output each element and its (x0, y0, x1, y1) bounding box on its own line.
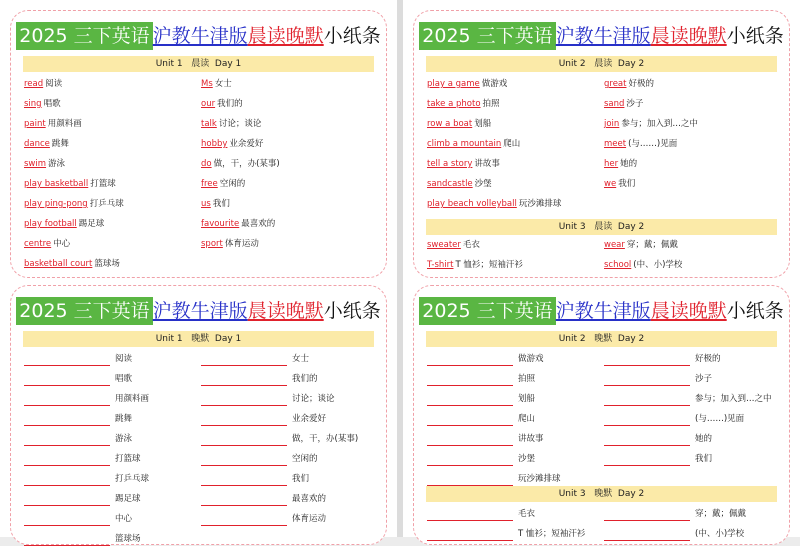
vocab-item (604, 177, 635, 191)
title-routine: 晨读晚默 (247, 300, 324, 322)
dictation-item (24, 432, 132, 446)
english-word: we (604, 179, 617, 189)
dictation-item (604, 372, 712, 386)
chinese-prompt: 我们的 (292, 374, 318, 384)
english-word: paint (24, 119, 46, 129)
english-word: play ping-pong (24, 199, 88, 209)
answer-blank[interactable] (427, 511, 513, 521)
chinese-prompt: 我们 (292, 474, 310, 484)
english-word: favourite (201, 219, 240, 229)
vocab-item (201, 157, 280, 171)
english-word: basketball court (24, 259, 93, 269)
dictation-item (604, 392, 772, 406)
english-word: play a game (427, 79, 480, 89)
answer-blank[interactable] (24, 516, 110, 526)
english-word: sweater (427, 240, 461, 250)
chinese-prompt: 沙堡 (518, 454, 536, 464)
english-word: join (604, 119, 620, 129)
chinese-prompt: 讨论；谈论 (292, 394, 335, 404)
english-word: Ms (201, 79, 213, 89)
english-word: sport (201, 239, 223, 249)
chinese-meaning: 篮球场 (94, 259, 120, 269)
answer-blank[interactable] (604, 356, 690, 366)
answer-blank[interactable] (201, 436, 287, 446)
dictation-item (427, 432, 544, 446)
chinese-prompt: T 恤衫；短袖汗衫 (518, 529, 586, 539)
answer-blank[interactable] (24, 496, 110, 506)
vocab-item (201, 137, 263, 151)
dictation-item (427, 452, 535, 466)
chinese-meaning: (与……)见面 (628, 139, 678, 149)
vocab-item (24, 217, 104, 231)
chinese-meaning: 空闲的 (219, 179, 246, 189)
dictation-item (201, 412, 326, 426)
chinese-meaning: 她的 (620, 159, 638, 169)
vocab-item (201, 177, 245, 191)
chinese-prompt: 女士 (292, 354, 310, 364)
chinese-prompt: 跳舞 (115, 414, 133, 424)
chinese-meaning: 跳舞 (51, 139, 69, 149)
chinese-prompt: 踢足球 (115, 494, 141, 504)
answer-blank[interactable] (24, 536, 110, 546)
vocab-item (427, 258, 523, 272)
answer-blank[interactable] (24, 396, 110, 406)
answer-blank[interactable] (604, 436, 690, 446)
chinese-prompt: 做游戏 (518, 354, 544, 364)
chinese-meaning: 沙子 (626, 99, 644, 109)
answer-blank[interactable] (201, 396, 287, 406)
dictation-item (201, 352, 309, 366)
chinese-prompt: 穿；戴；佩戴 (695, 509, 747, 519)
dictation-item (24, 492, 141, 506)
section-header: Unit 2 晚默 Day 2 (426, 331, 777, 347)
dictation-item (604, 527, 744, 541)
vocab-item (201, 217, 275, 231)
title-grade: 2025 三下英语 (16, 22, 152, 50)
dictation-item (427, 527, 585, 541)
dictation-item (24, 372, 132, 386)
vocab-item (24, 177, 116, 191)
english-word: sandcastle (427, 179, 473, 189)
answer-blank[interactable] (201, 376, 287, 386)
chinese-meaning: 爬山 (503, 139, 521, 149)
chinese-meaning: 好极的 (628, 79, 654, 89)
title-edition: 沪教牛津版 (555, 300, 651, 322)
chinese-prompt: 篮球场 (115, 534, 141, 544)
vocab-item (24, 157, 65, 171)
english-word: sing (24, 99, 42, 109)
evening-card-unit1 (10, 285, 387, 545)
english-word: great (604, 79, 627, 89)
section-header: Unit 1 晨读 Day 1 (23, 56, 374, 72)
answer-blank[interactable] (427, 396, 513, 406)
dictation-item (201, 432, 358, 446)
chinese-prompt: 唱歌 (115, 374, 133, 384)
chinese-prompt: 体育运动 (292, 514, 327, 524)
morning-card-unit2-3 (413, 10, 790, 278)
chinese-meaning: 我们的 (217, 99, 243, 109)
chinese-meaning: 讲故事 (474, 159, 500, 169)
dictation-item (24, 532, 141, 546)
english-word: sand (604, 99, 625, 109)
chinese-prompt: 玩沙滩排球 (518, 474, 561, 484)
dictation-item (201, 372, 318, 386)
card-title (11, 296, 386, 326)
dictation-item (24, 452, 141, 466)
evening-card-unit2-3 (413, 285, 790, 545)
vocab-item (201, 237, 259, 251)
english-word: free (201, 179, 218, 189)
vocab-item (427, 238, 480, 252)
title-edition: 沪教牛津版 (555, 25, 651, 47)
vocab-item (604, 258, 682, 272)
dictation-item (427, 412, 535, 426)
answer-blank[interactable] (201, 476, 287, 486)
vocab-item (427, 97, 500, 111)
english-word: meet (604, 139, 627, 149)
vocab-item (427, 197, 561, 211)
answer-blank[interactable] (604, 456, 690, 466)
dictation-item (24, 512, 132, 526)
answer-blank[interactable] (24, 436, 110, 446)
answer-blank[interactable] (604, 511, 690, 521)
chinese-meaning: T 恤衫；短袖汗衫 (455, 260, 523, 270)
chinese-prompt: (中、小)学校 (695, 529, 745, 539)
chinese-prompt: 用颜料画 (115, 394, 150, 404)
title-routine: 晨读晚默 (650, 300, 727, 322)
english-word: us (201, 199, 211, 209)
english-word: centre (24, 239, 52, 249)
chinese-meaning: 做，干，办(某事) (213, 159, 280, 169)
chinese-prompt: 爬山 (518, 414, 536, 424)
answer-blank[interactable] (24, 456, 110, 466)
left-page (0, 0, 397, 544)
card-title (414, 21, 789, 51)
chinese-prompt: (与……)见面 (695, 414, 745, 424)
dictation-item (24, 412, 132, 426)
english-word: take a photo (427, 99, 481, 109)
vocab-item (24, 117, 82, 131)
english-word: do (201, 159, 212, 169)
section-header-2: Unit 3 晨读 Day 2 (426, 219, 777, 235)
vocab-item (604, 77, 654, 91)
chinese-meaning: 阅读 (45, 79, 63, 89)
chinese-meaning: 唱歌 (43, 99, 61, 109)
dictation-item (24, 392, 149, 406)
answer-blank[interactable] (24, 376, 110, 386)
vocab-item (24, 257, 120, 271)
dictation-item (427, 507, 535, 521)
answer-blank[interactable] (427, 376, 513, 386)
english-word: read (24, 79, 44, 89)
answer-blank[interactable] (24, 356, 110, 366)
answer-blank[interactable] (24, 476, 110, 486)
dictation-item (427, 472, 561, 486)
vocab-item (24, 197, 124, 211)
section-header-2: Unit 3 晚默 Day 2 (426, 486, 777, 502)
morning-card-unit1 (10, 10, 387, 278)
answer-blank[interactable] (604, 416, 690, 426)
english-word: T-shirt (427, 260, 454, 270)
answer-blank[interactable] (201, 516, 287, 526)
dictation-item (24, 352, 132, 366)
vocab-item (427, 77, 507, 91)
dictation-item (427, 352, 544, 366)
chinese-prompt: 打乒乓球 (115, 474, 150, 484)
answer-blank[interactable] (201, 416, 287, 426)
chinese-prompt: 游泳 (115, 434, 133, 444)
chinese-meaning: 玩沙滩排球 (518, 199, 562, 209)
vocab-item (201, 97, 243, 111)
title-grade: 2025 三下英语 (419, 22, 555, 50)
dictation-item (604, 507, 746, 521)
dictation-item (201, 392, 335, 406)
vocab-item (427, 137, 520, 151)
english-word: talk (201, 119, 217, 129)
answer-blank[interactable] (604, 396, 690, 406)
vocab-item (604, 117, 698, 131)
chinese-prompt: 她的 (695, 434, 713, 444)
card-title (414, 296, 789, 326)
chinese-meaning: 拍照 (482, 99, 500, 109)
right-page (403, 0, 800, 537)
chinese-prompt: 打篮球 (115, 454, 141, 464)
answer-blank[interactable] (427, 436, 513, 446)
title-suffix: 小纸条 (726, 300, 784, 322)
vocab-item (427, 157, 500, 171)
english-word: hobby (201, 139, 228, 149)
chinese-meaning: 踢足球 (78, 219, 105, 229)
title-routine: 晨读晚默 (650, 25, 727, 47)
vocab-item (24, 97, 61, 111)
chinese-meaning: 打篮球 (90, 179, 116, 189)
card-title (11, 21, 386, 51)
title-edition: 沪教牛津版 (152, 300, 248, 322)
english-word: play football (24, 219, 77, 229)
english-word: school (604, 260, 632, 270)
chinese-meaning: (中、小)学校 (633, 260, 683, 270)
vocab-item (427, 117, 491, 131)
vocab-item (24, 137, 69, 151)
chinese-meaning: 做游戏 (481, 79, 508, 89)
chinese-prompt: 拍照 (518, 374, 536, 384)
answer-blank[interactable] (427, 456, 513, 466)
answer-blank[interactable] (427, 531, 513, 541)
dictation-item (427, 372, 535, 386)
vocab-item (604, 238, 678, 252)
chinese-prompt: 做，干，办(某事) (292, 434, 359, 444)
dictation-item (604, 352, 721, 366)
chinese-meaning: 最喜欢的 (241, 219, 276, 229)
english-word: play basketball (24, 179, 89, 189)
chinese-meaning: 穿；戴；佩戴 (626, 240, 678, 250)
vocab-item (201, 197, 230, 211)
chinese-meaning: 打乒乓球 (89, 199, 124, 209)
chinese-prompt: 阅读 (115, 354, 133, 364)
dictation-item (201, 452, 318, 466)
title-suffix: 小纸条 (323, 25, 381, 47)
chinese-meaning: 我们 (212, 199, 230, 209)
vocab-item (427, 177, 492, 191)
vocab-item (24, 237, 70, 251)
vocab-item (201, 77, 232, 91)
english-word: our (201, 99, 216, 109)
chinese-meaning: 游泳 (48, 159, 66, 169)
dictation-item (604, 412, 744, 426)
dictation-item (604, 452, 712, 466)
chinese-prompt: 最喜欢的 (292, 494, 327, 504)
chinese-meaning: 用颜料画 (47, 119, 82, 129)
chinese-meaning: 我们 (618, 179, 636, 189)
dictation-item (201, 472, 309, 486)
english-word: dance (24, 139, 50, 149)
title-suffix: 小纸条 (323, 300, 381, 322)
chinese-prompt: 参与；加入到…之中 (695, 394, 772, 404)
chinese-prompt: 毛衣 (518, 509, 536, 519)
chinese-meaning: 沙堡 (474, 179, 492, 189)
title-grade: 2025 三下英语 (419, 297, 555, 325)
chinese-meaning: 体育运动 (224, 239, 259, 249)
chinese-prompt: 讲故事 (518, 434, 544, 444)
answer-blank[interactable] (201, 496, 287, 506)
answer-blank[interactable] (427, 416, 513, 426)
english-word: wear (604, 240, 625, 250)
chinese-prompt: 划船 (518, 394, 536, 404)
chinese-meaning: 业余爱好 (229, 139, 264, 149)
answer-blank[interactable] (24, 416, 110, 426)
title-edition: 沪教牛津版 (152, 25, 248, 47)
chinese-prompt: 我们 (695, 454, 713, 464)
dictation-item (24, 472, 149, 486)
chinese-meaning: 中心 (53, 239, 71, 249)
chinese-meaning: 毛衣 (462, 240, 480, 250)
title-grade: 2025 三下英语 (16, 297, 152, 325)
english-word: swim (24, 159, 47, 169)
title-routine: 晨读晚默 (247, 25, 324, 47)
section-header: Unit 1 晚默 Day 1 (23, 331, 374, 347)
answer-blank[interactable] (604, 376, 690, 386)
chinese-meaning: 划船 (474, 119, 492, 129)
vocab-item (24, 77, 62, 91)
vocab-item (604, 137, 677, 151)
vocab-item (604, 157, 637, 171)
english-word: her (604, 159, 619, 169)
answer-blank[interactable] (427, 356, 513, 366)
chinese-prompt: 沙子 (695, 374, 713, 384)
dictation-item (201, 512, 326, 526)
dictation-item (201, 492, 326, 506)
english-word: row a boat (427, 119, 473, 129)
vocab-item (201, 117, 261, 131)
answer-blank[interactable] (604, 531, 690, 541)
chinese-meaning: 讨论；谈论 (218, 119, 262, 129)
chinese-prompt: 好极的 (695, 354, 721, 364)
chinese-prompt: 中心 (115, 514, 133, 524)
title-suffix: 小纸条 (726, 25, 784, 47)
english-word: tell a story (427, 159, 473, 169)
answer-blank[interactable] (201, 356, 287, 366)
chinese-meaning: 参与；加入到…之中 (621, 119, 698, 129)
english-word: climb a mountain (427, 139, 502, 149)
vocab-item (604, 97, 643, 111)
chinese-prompt: 业余爱好 (292, 414, 327, 424)
chinese-prompt: 空闲的 (292, 454, 318, 464)
section-header: Unit 2 晨读 Day 2 (426, 56, 777, 72)
answer-blank[interactable] (427, 476, 513, 486)
english-word: play beach volleyball (427, 199, 517, 209)
dictation-item (604, 432, 712, 446)
chinese-meaning: 女士 (214, 79, 232, 89)
answer-blank[interactable] (201, 456, 287, 466)
dictation-item (427, 392, 535, 406)
